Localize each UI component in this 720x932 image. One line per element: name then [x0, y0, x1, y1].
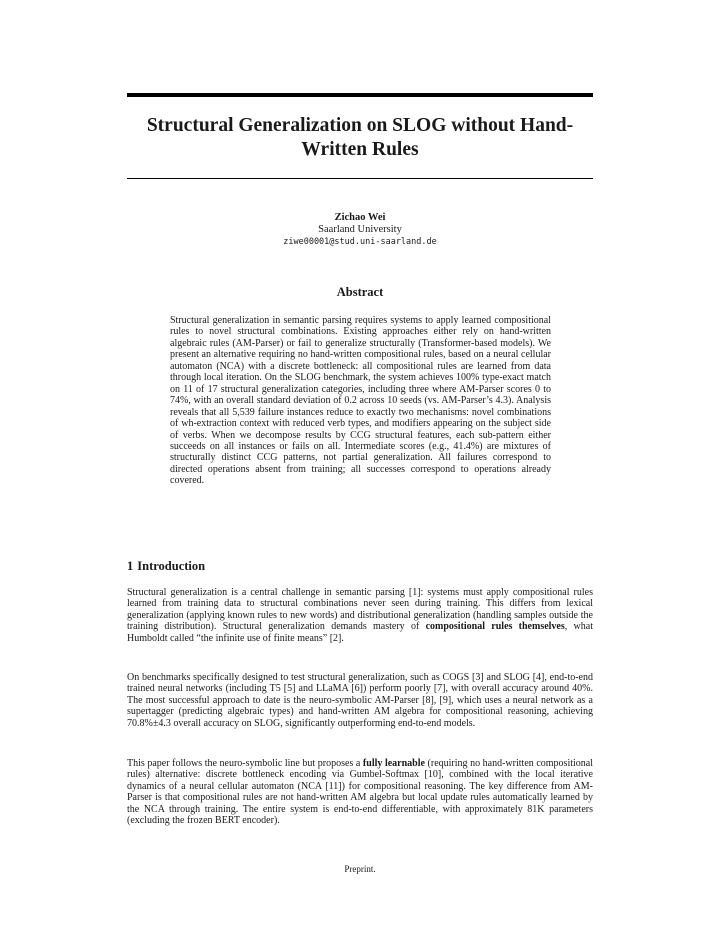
title-top-rule	[127, 93, 593, 97]
abstract-text	[170, 315, 551, 487]
section-number: 1	[127, 559, 134, 573]
p3-text-a: This paper follows the neuro-symbolic line but proposes a	[127, 758, 363, 769]
abstract-heading: Abstract	[336, 285, 384, 299]
intro-paragraph-2	[127, 672, 593, 729]
title-bottom-rule	[127, 178, 593, 179]
p3-text-b: (requiring no hand-written compositional rules) alternative: discrete bottleneck encoding via Gumbel-Softmax [10], combined with the local iterative dynamics of a neural cellular automaton (NCA [11]) for compositional reasoning. The key difference from AM-Parser is that compositional rules are not hand-written AM algebra but local update rules automatically learned by the NCA through training. The entire system is end-to-end differentiable, with approximately 81K parameters (excluding the frozen BERT encoder).	[127, 758, 593, 827]
section-title: Introduction	[137, 559, 206, 573]
intro-paragraph-1	[127, 587, 593, 644]
p1-text-b: , what Humboldt called “the infinite use of finite means” [2].	[127, 621, 593, 644]
section-heading	[127, 558, 593, 574]
author-name: Zichao Wei	[334, 212, 386, 223]
intro-paragraph-3	[127, 758, 593, 827]
paper-title: Structural Generalization on SLOG without Hand-Written Rules	[146, 115, 574, 160]
p1-text-a: Structural generalization is a central challenge in semantic parsing [1]: systems must apply compositional rules learned from training data to structural combinations never seen during training. This differs from lexical generalization (applying known rules to new words) and distributional generalization (handling samples outside the training distribution). Structural generalization demands mastery of	[127, 587, 593, 633]
p3-bold-phrase: fully learnable	[362, 758, 425, 769]
p2-text: On benchmarks specifically designed to test structural generalization, such as COGS [3] and SLOG [4], end-to-end trained neural networks (including T5 [5] and LLaMA [6]) perform poorly [7], with overall accuracy around 40%. The most successful approach to date is the neuro-symbolic AM-Parser [8], [9], which uses a neural network as a supertagger (predicting algebraic types) and hand-written AM algebra for compositional reasoning, achieving 70.8%±4.3 overall accuracy on SLOG, significantly outperforming end-to-end models.	[127, 672, 593, 729]
page-footer: Preprint.	[344, 864, 376, 874]
author-block	[127, 211, 593, 249]
p1-bold-phrase: compositional rules themselves	[425, 621, 565, 633]
author-email: ziwe00001@stud.uni-saarland.de	[283, 237, 437, 247]
author-affiliation: Saarland University	[318, 224, 402, 235]
abstract-paragraph: Structural generalization in semantic parsing requires systems to apply learned compositional rules to novel structural combinations. Existing approaches either rely on hand-written algebraic rules (AM-Parser) or fail to generalize structurally (Transformer-based models). We present an alternative requiring no hand-written compositional rules, based on a neural cellular automaton (NCA) with a discrete bottleneck: all compositional rules are learned from data through local iteration. On the SLOG benchmark, the system achieves 100% type-exact match on 11 of 17 structural generalization categories, including three where AM-Parser scores 0 to 74%, with an overall standard deviation of 0.2 across 10 seeds (vs. AM-Parser’s 4.3). Analysis reveals that all 5,539 failure instances reduce to exactly two mechanisms: novel combinations of wh-extraction context with reduced verb types, and modifiers appearing on the subject side of verbs. When we decompose results by CCG structural features, each sub-pattern either succeeds on all instances or fails on all. Intermediate scores (e.g., 41.4%) are mixtures of structurally distinct CCG patterns, not partial generalization. All failures correspond to directed operations absent from training; all successes correspond to operations already covered.	[170, 315, 551, 487]
